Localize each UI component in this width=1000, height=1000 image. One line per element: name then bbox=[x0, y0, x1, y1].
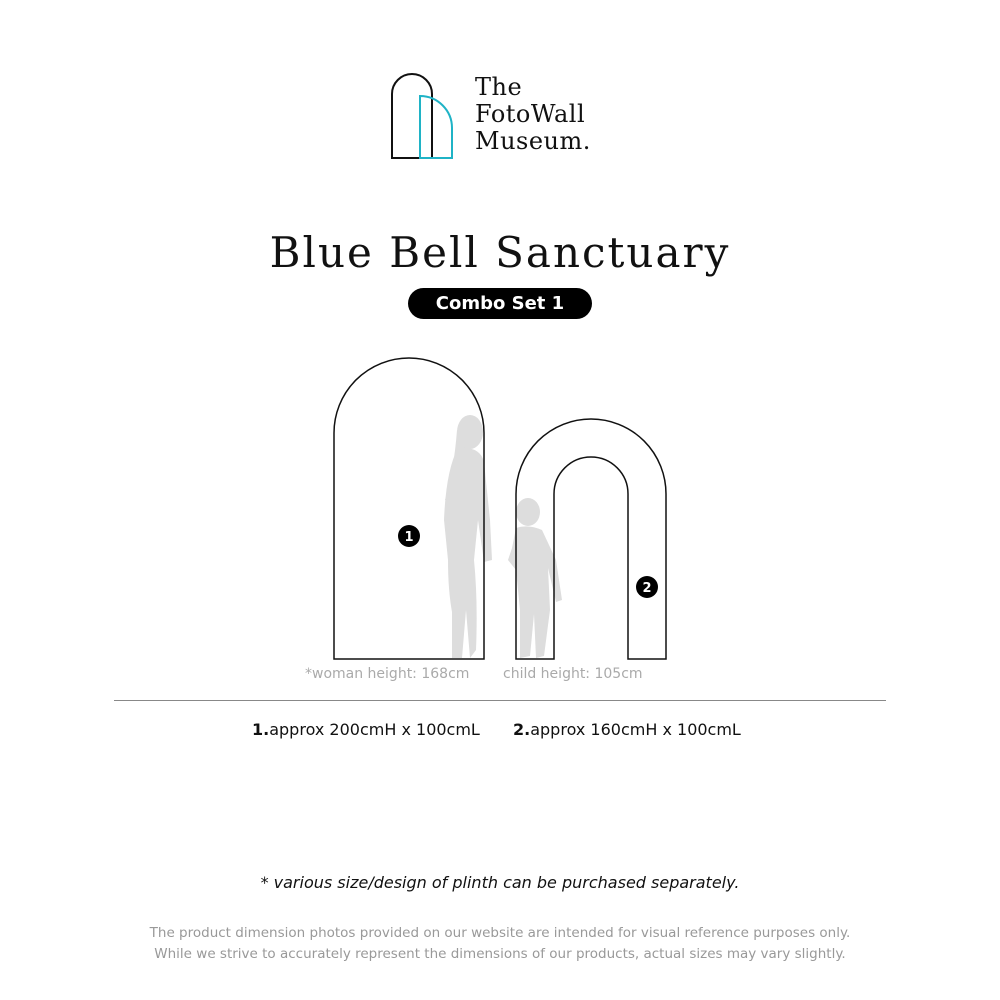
dimension-2-text: approx 160cmH x 100cmL bbox=[530, 720, 741, 739]
disclaimer bbox=[0, 923, 1000, 965]
combo-badge: Combo Set 1 bbox=[408, 288, 592, 319]
woman-body bbox=[444, 448, 492, 658]
plinth-note: * various size/design of plinth can be purchased separately. bbox=[260, 873, 740, 892]
marker-2-label: 2 bbox=[642, 581, 652, 596]
dimension-1 bbox=[252, 720, 480, 739]
disclaimer-line-2: While we strive to accurately represent the dimensions of our products, actual sizes may vary slightly. bbox=[154, 946, 846, 962]
dimension-1-number: 1. bbox=[252, 720, 270, 739]
disclaimer-line-1: The product dimension photos provided on our website are intended for visual reference purposes only. bbox=[149, 925, 851, 941]
people-silhouette bbox=[444, 415, 562, 658]
logo-line-3: Museum. bbox=[475, 127, 591, 155]
child-height-label: child height: 105cm bbox=[503, 666, 643, 682]
divider bbox=[114, 700, 886, 701]
logo-line-1: The bbox=[475, 73, 523, 101]
child-head bbox=[516, 498, 540, 526]
woman-height-label: *woman height: 168cm bbox=[305, 666, 470, 682]
dimension-1-text: approx 200cmH x 100cmL bbox=[269, 720, 480, 739]
dimension-2-number: 2. bbox=[513, 720, 531, 739]
logo-line-2: FotoWall bbox=[475, 100, 586, 128]
page-title: Blue Bell Sanctuary bbox=[269, 228, 731, 277]
marker-1-label: 1 bbox=[404, 530, 414, 545]
dimension-2 bbox=[513, 720, 741, 739]
